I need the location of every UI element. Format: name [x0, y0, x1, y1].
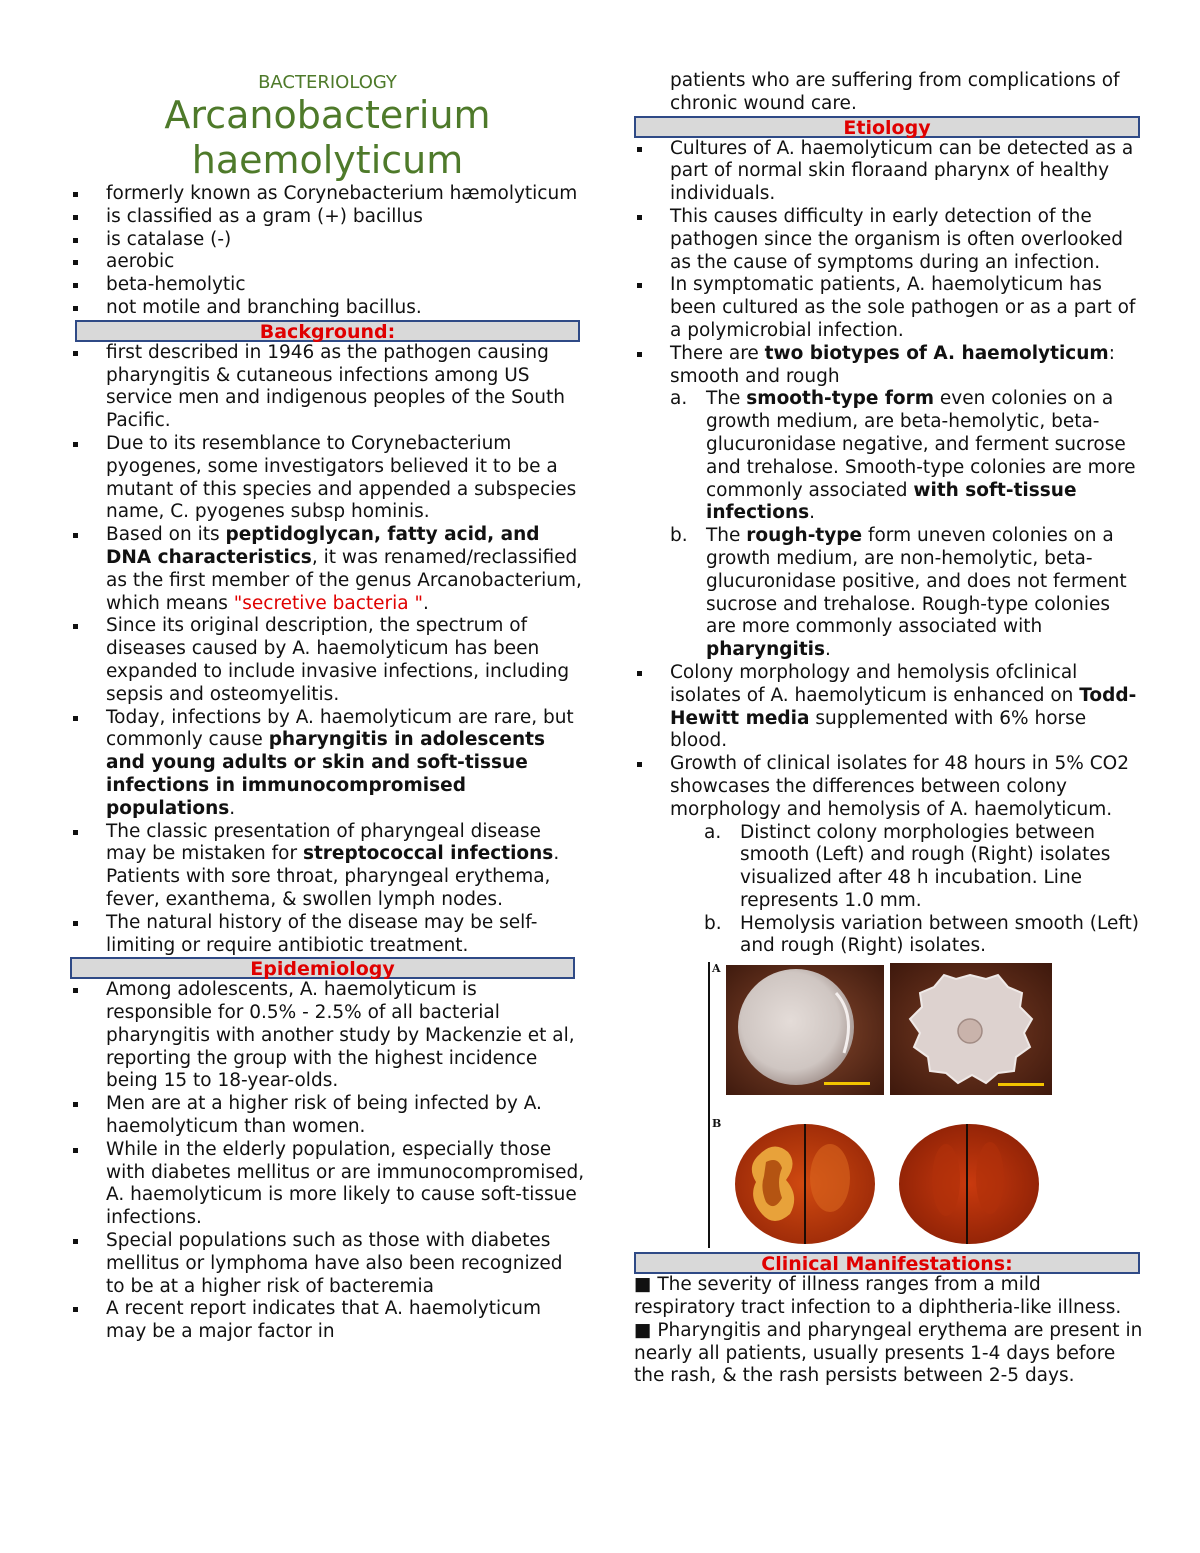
list-item: formerly known as Corynebacterium hæmolyticum — [70, 183, 585, 206]
text-run: form uneven colonies on a growth medium, are non-hemolytic, beta-glucuronidase positive, and does not ferment sucrose and trehalose. Rough-type colonies are more commonly associated with — [706, 525, 1127, 638]
text-run: The — [706, 525, 747, 547]
text-run: . — [229, 797, 236, 819]
text-run: . Patients with sore throat, pharyngeal erythema, fever, exanthema, & swollen lymph nodes. — [106, 843, 560, 910]
list-item — [70, 821, 585, 912]
rough-hemolysis-plate — [894, 1118, 1044, 1246]
bold-text: pharyngitis — [706, 639, 826, 661]
text-run: Based on its — [106, 524, 226, 546]
text-run: Today, infections by A. haemolyticum are rare, but commonly cause — [106, 706, 574, 751]
list-letter: a. — [704, 821, 722, 843]
etiology-heading: Etiology — [634, 116, 1140, 138]
background-heading: Background: — [75, 320, 580, 342]
list-item — [634, 343, 1144, 662]
list-item: This causes difficulty in early detection of the pathogen since the organism is often overlooked as the cause of symptoms during an infection. — [634, 206, 1144, 274]
text-run: . — [825, 639, 831, 661]
list-item — [634, 753, 1144, 958]
biotype-list — [670, 388, 1144, 662]
list-item: beta-hemolytic — [70, 274, 585, 297]
list-item: Since its original description, the spectrum of diseases caused by A. haemolyticum has been expanded to include invasive infections, including sepsis and osteomyelitis. — [70, 615, 585, 706]
rough-colony-photo — [890, 963, 1052, 1095]
text-run: even colonies on a growth medium, are beta-hemolytic, beta-glucuronidase negative, and ferment sucrose and trehalose. Smooth-type colonies are more commonly associated — [706, 388, 1136, 501]
list-item: Due to its resemblance to Corynebacterium pyogenes, some investigators believed it to be a mutant of this species and appended a subspecies name, C. pyogenes subsp hominis. — [70, 433, 585, 524]
list-letter: b. — [704, 912, 722, 934]
intro-list — [70, 183, 585, 320]
text-run: Growth of clinical isolates for 48 hours in 5% CO2 showcases the differences between colony morphology and hemolysis of A. haemolyticum. — [670, 753, 1129, 820]
text-run: The classic presentation of pharyngeal disease may be mistaken for — [106, 820, 541, 865]
clinical-heading: Clinical Manifestations: — [634, 1252, 1140, 1274]
panel-a-label: A — [712, 962, 721, 976]
bold-text: smooth-type form — [746, 388, 934, 410]
epidemiology-heading: Epidemiology — [70, 957, 575, 979]
text-run: Hemolysis variation between smooth (Left) and rough (Right) isolates. — [740, 912, 1139, 957]
clinical-paragraph-2: ■ Pharyngitis and pharyngeal erythema are present in nearly all patients, usually presents 1-4 days before the rash, & the rash persists between 2-5 days. — [634, 1319, 1143, 1387]
epidemiology-continuation: patients who are suffering from complications of chronic wound care. — [670, 70, 1120, 114]
list-item: Special populations such as those with diabetes mellitus or lymphoma have also been recognized to be at a higher risk of bacteremia — [70, 1230, 585, 1298]
list-item: not motile and branching bacillus. — [70, 297, 585, 320]
subject-label: BACTERIOLOGY — [258, 72, 397, 93]
smooth-colony-photo — [726, 965, 884, 1095]
list-item — [704, 822, 1144, 913]
list-item — [704, 913, 1144, 959]
text-run: Colony morphology and hemolysis ofclinical isolates of A. haemolyticum is enhanced on — [670, 661, 1080, 706]
clinical-paragraph-1: ■ The severity of illness ranges from a mild respiratory tract infection to a diphtheria-like illness. — [634, 1274, 1122, 1319]
bold-text: pharyngitis in adolescents and young adults or skin and soft-tissue infections in immunocompromised populations — [106, 729, 545, 819]
list-item — [670, 388, 1144, 525]
title-line-2: haemolyticum — [191, 138, 464, 182]
title-line-1: Arcanobacterium — [164, 93, 491, 137]
list-item — [70, 524, 585, 615]
list-item: is catalase (-) — [70, 229, 585, 252]
right-column — [634, 70, 1144, 1388]
text-run: : smooth and rough — [670, 342, 1115, 387]
list-letter: a. — [670, 388, 688, 410]
panel-b-label: B — [712, 1117, 722, 1131]
colony-figure — [708, 962, 1056, 1248]
list-item: While in the elderly population, especially those with diabetes mellitus or are immunocompromised, A. haemolyticum is more likely to cause soft-tissue infections. — [70, 1139, 585, 1230]
bold-text: two biotypes of A. haemolyticum — [764, 342, 1109, 364]
list-item: Cultures of A. haemolyticum can be detected as a part of normal skin floraand pharynx of healthy individuals. — [634, 138, 1144, 206]
bold-text: with soft-tissue infections — [706, 479, 1077, 524]
list-item: first described in 1946 as the pathogen causing pharyngitis & cutaneous infections among US service men and indigenous peoples of the South Pacific. — [70, 342, 585, 433]
highlighted-term: "secretive bacteria " — [233, 592, 424, 614]
list-item: is classified as a gram (+) bacillus — [70, 206, 585, 229]
bold-text: streptococcal infections — [302, 843, 554, 865]
smooth-hemolysis-plate — [730, 1118, 880, 1246]
list-letter: b. — [670, 525, 688, 547]
list-item: In symptomatic patients, A. haemolyticum has been cultured as the sole pathogen or as a part of a polymicrobial infection. — [634, 274, 1144, 342]
etiology-list — [634, 138, 1144, 959]
figure-axis-line — [708, 962, 710, 1248]
text-run: . — [423, 592, 429, 614]
text-run: Distinct colony morphologies between smooth (Left) and rough (Right) isolates visualized after 48 h incubation. Line represents 1.0 mm. — [740, 821, 1111, 911]
list-item — [70, 707, 585, 821]
text-run: . — [809, 502, 816, 524]
list-item — [634, 662, 1144, 753]
epidemiology-list — [70, 979, 585, 1344]
list-item: aerobic — [70, 251, 585, 274]
list-item: Among adolescents, A. haemolyticum is responsible for 0.5% - 2.5% of all bacterial pharyngitis with another study by Mackenzie et al, reporting the group with the highest incidence being 15 to 18-year-olds. — [70, 979, 585, 1093]
list-item: Men are at a higher risk of being infected by A. haemolyticum than women. — [70, 1093, 585, 1139]
text-run: supplemented with 6% horse blood. — [670, 707, 1087, 752]
figure-caption-list — [704, 822, 1144, 959]
bold-text: peptidoglycan, fatty acid, and DNA characteristics — [106, 524, 540, 568]
left-column — [70, 70, 585, 1344]
document-title — [70, 93, 585, 183]
bold-text: Todd-Hewitt media — [670, 684, 1137, 729]
text-run: The — [706, 388, 747, 410]
list-item — [670, 525, 1144, 662]
text-run: There are — [670, 342, 765, 364]
list-item: A recent report indicates that A. haemolyticum may be a major factor in — [70, 1298, 585, 1344]
list-item: The natural history of the disease may be self-limiting or require antibiotic treatment. — [70, 912, 585, 958]
bold-text: rough-type — [746, 525, 863, 547]
text-run: , it was renamed/reclassified as the first member of the genus Arcanobacterium, which means — [106, 546, 582, 614]
background-list — [70, 342, 585, 958]
